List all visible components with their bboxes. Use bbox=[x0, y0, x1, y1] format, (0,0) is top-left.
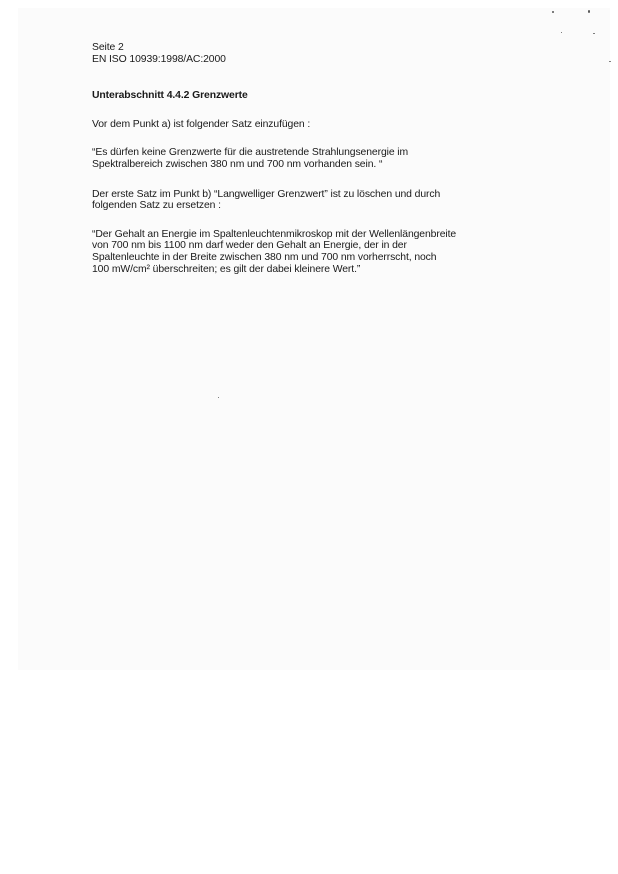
scan-speck bbox=[588, 10, 590, 13]
page-number: Seite 2 bbox=[92, 42, 124, 53]
scan-speck bbox=[609, 61, 611, 62]
section-heading: Unterabschnitt 4.4.2 Grenzwerte bbox=[92, 90, 248, 102]
scan-speck bbox=[593, 33, 595, 34]
quote-line: “Es dürfen keine Grenzwerte für die austretende Strahlungsenergie im bbox=[92, 147, 409, 159]
quote-line: 100 mW/cm² überschreiten; es gilt der dabei kleinere Wert.” bbox=[92, 263, 361, 275]
quote-line: von 700 nm bis 1100 nm darf weder den Gehalt an Energie, der in der bbox=[92, 240, 407, 252]
instruction-line: folgenden Satz zu ersetzen : bbox=[92, 200, 221, 212]
quote-line: “Der Gehalt an Energie im Spaltenleuchtenmikroskop mit der Wellenlängenbreite bbox=[92, 228, 457, 240]
scan-speck bbox=[552, 11, 554, 13]
replacement-sentence-quote bbox=[92, 229, 522, 275]
scan-speck bbox=[561, 32, 562, 33]
instruction-line: Der erste Satz im Punkt b) “Langwelliger Grenzwert” ist zu löschen und durch bbox=[92, 188, 441, 200]
scan-speck bbox=[218, 397, 219, 398]
replacement-instruction bbox=[92, 189, 522, 212]
quote-line: Spektralbereich zwischen 380 nm und 700 nm vorhanden sein. “ bbox=[92, 158, 383, 170]
standard-reference: EN ISO 10939:1998/AC:2000 bbox=[92, 53, 226, 65]
quote-line: Spaltenleuchte in der Breite zwischen 380 nm und 700 nm vorherrscht, noch bbox=[92, 251, 437, 263]
document-body bbox=[92, 42, 522, 275]
intro-paragraph: Vor dem Punkt a) ist folgender Satz einzufügen : bbox=[92, 118, 311, 130]
inserted-sentence-quote bbox=[92, 147, 522, 170]
